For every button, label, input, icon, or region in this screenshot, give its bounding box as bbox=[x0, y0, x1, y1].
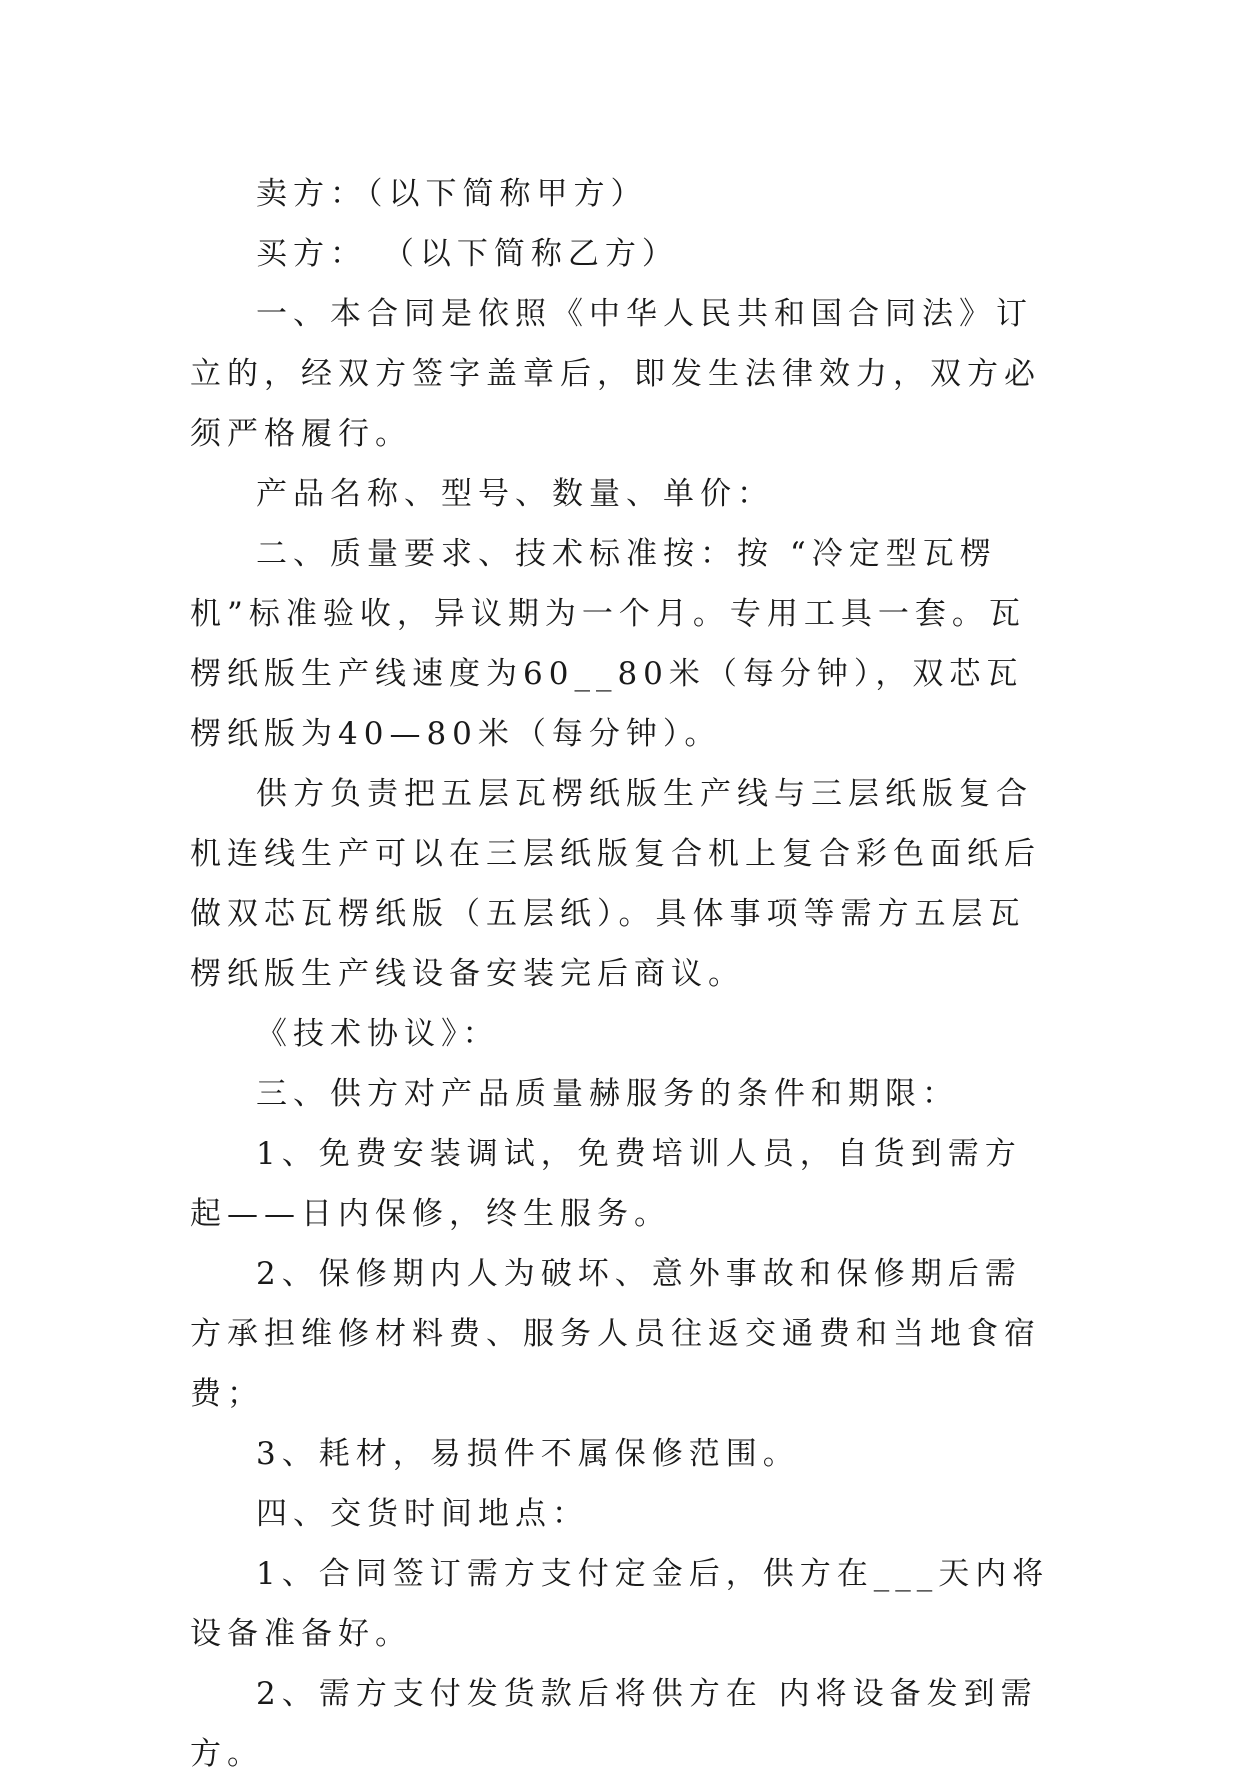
paragraph-supplier-duty: 供方负责把五层瓦楞纸版生产线与三层纸版复合机连线生产可以在三层纸版复合机上复合彩色面纸后做双芯瓦楞纸版（五层纸）。具体事项等需方五层瓦楞纸版生产线设备安装完后商议。 bbox=[190, 776, 1041, 992]
paragraph-clause-3-item-3: 3、耗材，易损件不属保修范围。 bbox=[256, 1436, 800, 1472]
paragraph-tech-agreement: 《技术协议》： bbox=[256, 1016, 500, 1052]
paragraph-clause-2: 二、质量要求、技术标准按：按 “冷定型瓦楞机”标准验收，异议期为一个月。专用工具一套。瓦楞纸版生产线速度为60__80米（每分钟），双芯瓦楞纸版为40—80米（每分钟）。 bbox=[190, 536, 1026, 752]
paragraph-seller: 卖方：（以下简称甲方） bbox=[256, 176, 648, 212]
paragraph-clause-3-item-1: 1、免费安装调试，免费培训人员，自货到需方起——日内保修，终生服务。 bbox=[190, 1136, 1022, 1232]
paragraph-clause-4-item-2: 2、需方支付发货款后将供方在 内将设备发到需方。 bbox=[190, 1676, 1038, 1772]
document-body bbox=[190, 164, 1056, 1784]
paragraph-clause-1: 一、本合同是依照《中华人民共和国合同法》订立的，经双方签字盖章后，即发生法律效力，双方必须严格履行。 bbox=[190, 296, 1041, 452]
paragraph-clause-3: 三、供方对产品质量赫服务的条件和期限： bbox=[256, 1076, 959, 1112]
paragraph-buyer: 买方： （以下简称乙方） bbox=[256, 236, 679, 272]
paragraph-clause-3-item-2: 2、保修期内人为破坏、意外事故和保修期后需方承担维修材料费、服务人员往返交通费和当地食宿费； bbox=[190, 1256, 1041, 1412]
paragraph-product-info: 产品名称、型号、数量、单价： bbox=[256, 476, 774, 512]
paragraph-clause-4-item-1: 1、合同签订需方支付定金后，供方在___天内将设备准备好。 bbox=[190, 1556, 1050, 1652]
paragraph-clause-4: 四、交货时间地点： bbox=[256, 1496, 589, 1532]
